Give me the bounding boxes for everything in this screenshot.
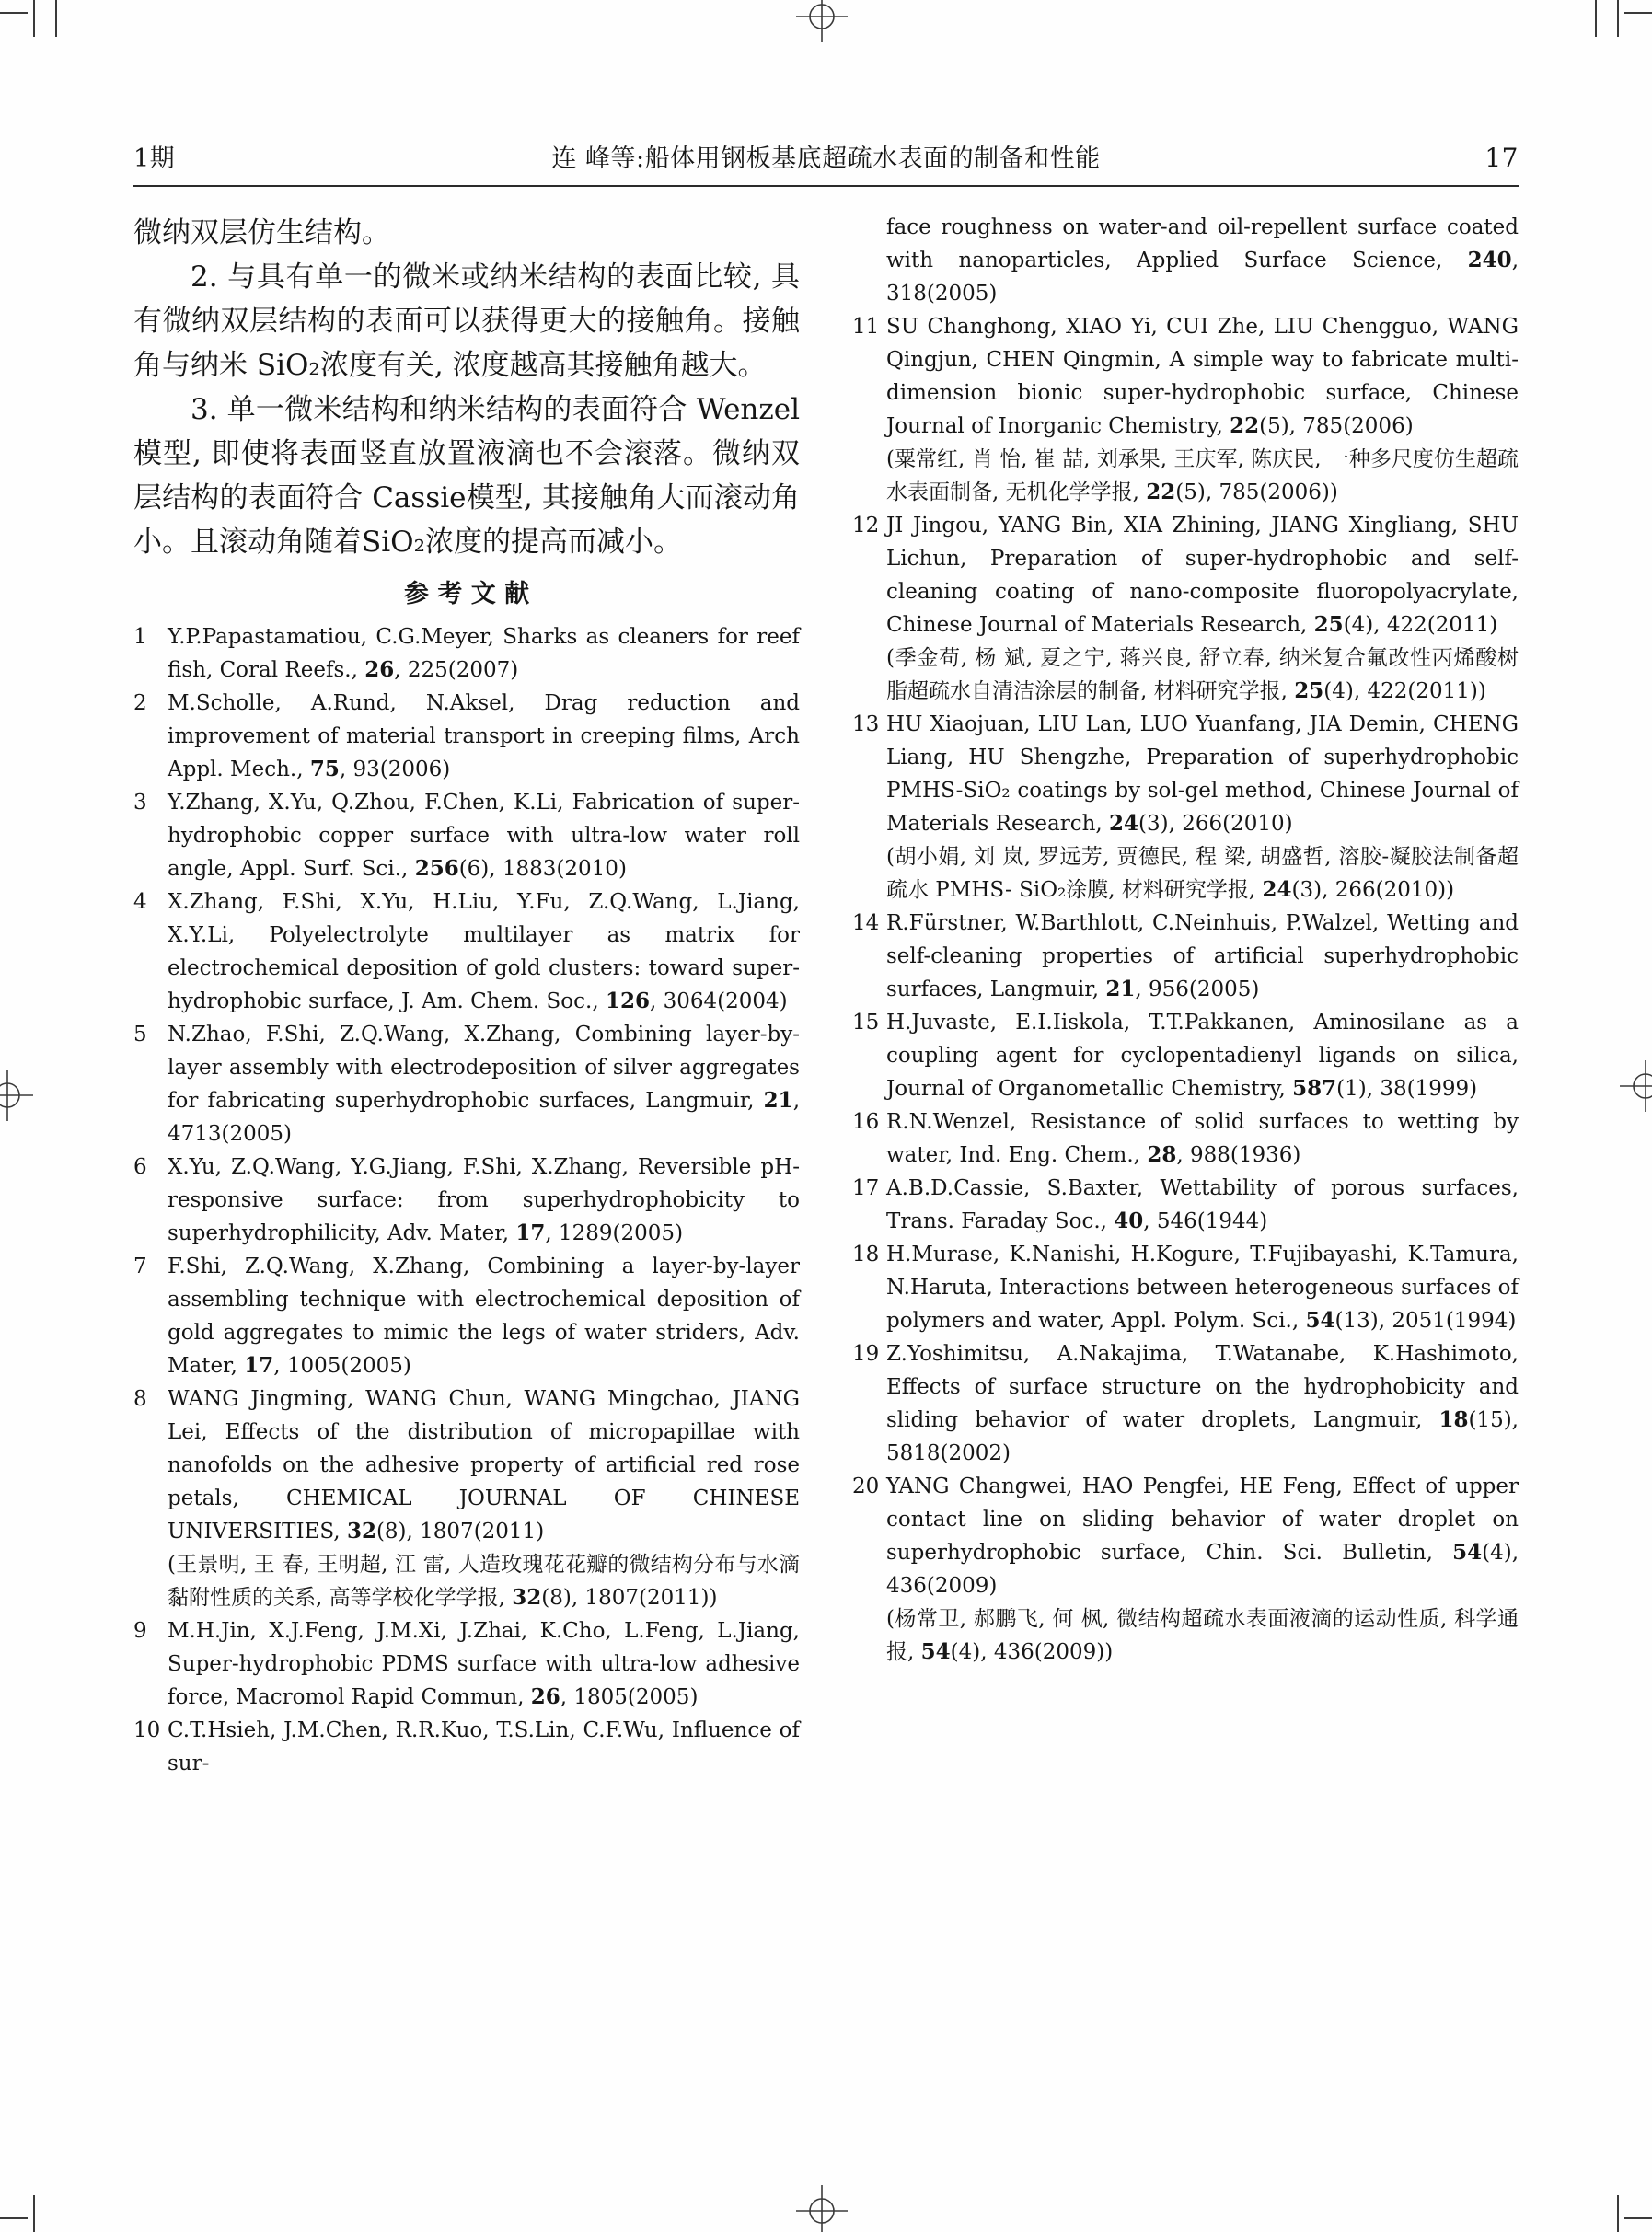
registration-mark-left-middle-icon (0, 1070, 33, 1121)
reference-text-line: X.Yu, Z.Q.Wang, Y.G.Jiang, F.Shi, X.Zhang, Reversible pH-responsive surface: from superhydrophobicity to superhydrophilicity, Adv. Mater, 17, 1289(2005) (168, 1155, 800, 1245)
reference-number: 4 (133, 890, 147, 914)
reference-text-line: JI Jingou, YANG Bin, XIA Zhining, JIANG Xingliang, SHU Lichun, Preparation of super-hydrophobic and self-cleaning coating of nano-composite fluoropolyacrylate, Chinese Journal of Materials Research, 25(4), 422(2011) (886, 514, 1519, 637)
reference-number: 3 (133, 791, 147, 815)
reference-text (168, 885, 800, 1018)
reference-text (886, 310, 1519, 509)
reference-item (852, 1337, 1519, 1470)
reference-text (168, 687, 800, 786)
reference-text (168, 786, 800, 885)
reference-text-line: (胡小娟, 刘 岚, 罗远芳, 贾德民, 程 梁, 胡盛哲, 溶胶-凝胶法制备超疏水 PMHS- SiO₂涂膜, 材料研究学报, 24(3), 266(2010)) (886, 845, 1519, 902)
reference-number: 13 (852, 712, 880, 736)
reference-text-line: X.Zhang, F.Shi, X.Yu, H.Liu, Y.Fu, Z.Q.Wang, L.Jiang, X.Y.Li, Polyelectrolyte multilayer as matrix for electrochemical deposition of gold clusters: toward super-hydrophobic surface, J. Am. Chem. Soc., 126, 3064(2004) (168, 890, 800, 1013)
page-header (133, 138, 1519, 174)
references-left (133, 620, 800, 1780)
reference-item (852, 310, 1519, 509)
reference-number: 11 (852, 315, 880, 339)
reference-text-line: F.Shi, Z.Q.Wang, X.Zhang, Combining a layer-by-layer assembling technique with electrochemical deposition of gold aggregates to mimic the legs of water striders, Adv. Mater, 17, 1005(2005) (168, 1255, 800, 1378)
reference-text (168, 1018, 800, 1151)
reference-number: 17 (852, 1176, 880, 1200)
reference-number: 15 (852, 1011, 880, 1035)
reference-item (133, 786, 800, 885)
reference-text-line: Z.Yoshimitsu, A.Nakajima, T.Watanabe, K.Hashimoto, Effects of surface structure on the hydrophobicity and sliding behavior of water droplets, Langmuir, 18(15), 5818(2002) (886, 1342, 1519, 1465)
reference-text (886, 509, 1519, 708)
crop-mark-top-right-vertical (1617, 0, 1619, 37)
reference-item (852, 708, 1519, 907)
intro-paragraph: 3. 单一微米结构和纳米结构的表面符合 Wenzel模型, 即使将表面竖直放置液滴也不会滚落。微纳双层结构的表面符合 Cassie模型, 其接触角大而滚动角小。且滚动角随着SiO₂浓度的提高而减小。 (133, 393, 800, 559)
paper-page (133, 138, 1519, 1780)
running-title: 连 峰等:船体用钢板基底超疏水表面的制备和性能 (551, 145, 1101, 173)
crop-mark-bottom-left-vertical (33, 2195, 35, 2232)
reference-text-line: H.Murase, K.Nanishi, H.Kogure, T.Fujibayashi, K.Tamura, N.Haruta, Interactions between heterogeneous surfaces of polymers and water, Appl. Polym. Sci., 54(13), 2051(1994) (886, 1243, 1519, 1333)
reference-number: 18 (852, 1243, 880, 1266)
reference-text-line: (杨常卫, 郝鹏飞, 何 枫, 微结构超疏水表面液滴的运动性质, 科学通报, 54(4), 436(2009)) (886, 1607, 1519, 1664)
reference-item (133, 1614, 800, 1714)
header-divider (133, 185, 1519, 187)
reference-item (133, 1018, 800, 1151)
reference-number: 10 (133, 1718, 161, 1742)
crop-mark-bottom-right-vertical (1617, 2195, 1619, 2232)
crop-mark-top-left-horizontal (0, 12, 28, 14)
reference-number: 20 (852, 1475, 880, 1498)
reference-text-line: M.H.Jin, X.J.Feng, J.M.Xi, J.Zhai, K.Cho, L.Feng, L.Jiang, Super-hydrophobic PDMS surface with ultra-low adhesive force, Macromol Rapid Commun, 26, 1805(2005) (168, 1619, 800, 1709)
reference-text (168, 620, 800, 687)
reference-text (886, 907, 1519, 1006)
reference-item (852, 509, 1519, 708)
reference-text (886, 1172, 1519, 1238)
reference-number (852, 211, 886, 310)
intro-paragraphs (133, 211, 800, 564)
issue-label: 1期 (133, 145, 176, 173)
crop-mark-top-left-vertical-inner (55, 0, 57, 37)
reference-text-line: C.T.Hsieh, J.M.Chen, R.R.Kuo, T.S.Lin, C.F.Wu, Influence of sur- (168, 1718, 800, 1775)
reference-text-line: (粟常红, 肖 怡, 崔 喆, 刘承果, 王庆军, 陈庆民, 一种多尺度仿生超疏水表面制备, 无机化学学报, 22(5), 785(2006)) (886, 447, 1519, 504)
reference-item (852, 1172, 1519, 1238)
crop-mark-top-left-vertical (33, 0, 35, 37)
reference-number: 8 (133, 1387, 147, 1411)
reference-text-line: SU Changhong, XIAO Yi, CUI Zhe, LIU Chengguo, WANG Qingjun, CHEN Qingmin, A simple way to fabricate multi-dimension bionic super-hydrophobic surface, Chinese Journal of Inorganic Chemistry, 22(5), 785(2006) (886, 315, 1519, 438)
reference-number: 6 (133, 1155, 147, 1179)
intro-paragraph: 2. 与具有单一的微米或纳米结构的表面比较, 具有微纳双层结构的表面可以获得更大的接触角。接触角与纳米 SiO₂浓度有关, 浓度越高其接触角越大。 (133, 260, 800, 382)
intro-paragraph: 微纳双层仿生结构。 (133, 216, 390, 249)
references-heading: 参 考 文 献 (403, 580, 530, 608)
reference-text-line: R.N.Wenzel, Resistance of solid surfaces to wetting by water, Ind. Eng. Chem., 28, 988(1936) (886, 1110, 1519, 1167)
reference-text-line: H.Juvaste, E.I.Iiskola, T.T.Pakkanen, Aminosilane as a coupling agent for cyclopentadienyl ligands on silica, Journal of Organometallic Chemistry, 587(1), 38(1999) (886, 1011, 1519, 1101)
left-column (133, 211, 800, 1780)
reference-text (168, 1151, 800, 1250)
reference-number: 5 (133, 1023, 147, 1047)
crop-mark-bottom-right-horizontal (1624, 2217, 1652, 2219)
reference-text-line: N.Zhao, F.Shi, Z.Q.Wang, X.Zhang, Combining layer-by-layer assembly with electrodeposition of silver aggregates for fabricating superhydrophobic surfaces, Langmuir, 21, 4713(2005) (168, 1023, 800, 1146)
reference-number: 7 (133, 1255, 147, 1278)
two-column-body (133, 211, 1519, 1780)
reference-text-line: HU Xiaojuan, LIU Lan, LUO Yuanfang, JIA Demin, CHENG Liang, HU Shengzhe, Preparation of superhydrophobic PMHS-SiO₂ coatings by sol-gel method, Chinese Journal of Materials Research, 24(3), 266(2010) (886, 712, 1519, 836)
registration-mark-bottom-center-icon (796, 2185, 848, 2232)
page-number: 17 (1484, 143, 1519, 173)
reference-item (133, 1382, 800, 1614)
reference-text (168, 1614, 800, 1714)
reference-item (133, 1250, 800, 1382)
reference-number: 19 (852, 1342, 880, 1366)
right-column (852, 211, 1519, 1780)
reference-number: 1 (133, 625, 147, 649)
reference-text (886, 1006, 1519, 1105)
reference-item (133, 1714, 800, 1780)
reference-number: 16 (852, 1110, 880, 1134)
reference-item (852, 1470, 1519, 1669)
reference-item (133, 620, 800, 687)
reference-text-line: (季金苟, 杨 斌, 夏之宁, 蒋兴良, 舒立春, 纳米复合氟改性丙烯酸树脂超疏水自清洁涂层的制备, 材料研究学报, 25(4), 422(2011)) (886, 646, 1519, 703)
reference-text (168, 1382, 800, 1614)
reference-text-line: YANG Changwei, HAO Pengfei, HE Feng, Effect of upper contact line on sliding behavior of water droplet on superhydrophobic surface, Chin. Sci. Bulletin, 54(4), 436(2009) (886, 1475, 1519, 1598)
reference-text-line: face roughness on water-and oil-repellent surface coated with nanoparticles, Applied Surface Science, 240, 318(2005) (886, 215, 1519, 306)
reference-number: 14 (852, 911, 880, 935)
reference-text (886, 1470, 1519, 1669)
reference-text-line: R.Fürstner, W.Barthlott, C.Neinhuis, P.Walzel, Wetting and self-cleaning properties of artificial superhydrophobic surfaces, Langmuir, 21, 956(2005) (886, 911, 1519, 1001)
reference-text-line: M.Scholle, A.Rund, N.Aksel, Drag reduction and improvement of material transport in creeping films, Arch Appl. Mech., 75, 93(2006) (168, 691, 800, 781)
registration-mark-top-center-icon (796, 0, 848, 42)
reference-number: 2 (133, 691, 147, 715)
reference-text-line: Y.Zhang, X.Yu, Q.Zhou, F.Chen, K.Li, Fabrication of super-hydrophobic copper surface with ultra-low water roll angle, Appl. Surf. Sci., 256(6), 1883(2010) (168, 791, 800, 881)
reference-item (133, 885, 800, 1018)
reference-text (886, 1337, 1519, 1470)
reference-item (852, 211, 1519, 310)
reference-text (886, 708, 1519, 907)
reference-text (886, 1105, 1519, 1172)
reference-text-line: (王景明, 王 春, 王明超, 江 雷, 人造玫瑰花花瓣的微结构分布与水滴黏附性质的关系, 高等学校化学学报, 32(8), 1807(2011)) (168, 1553, 800, 1610)
crop-mark-top-right-horizontal (1624, 12, 1652, 14)
reference-text (886, 211, 1519, 310)
reference-item (852, 907, 1519, 1006)
reference-item (852, 1238, 1519, 1337)
crop-mark-top-right-vertical-inner (1595, 0, 1597, 37)
reference-text (168, 1250, 800, 1382)
reference-item (133, 687, 800, 786)
crop-mark-bottom-left-horizontal (0, 2217, 28, 2219)
reference-text (886, 1238, 1519, 1337)
registration-mark-right-middle-icon (1620, 1060, 1652, 1112)
reference-item (133, 1151, 800, 1250)
reference-text (168, 1714, 800, 1780)
reference-number: 12 (852, 514, 880, 538)
reference-text-line: WANG Jingming, WANG Chun, WANG Mingchao, JIANG Lei, Effects of the distribution of micropapillae with nanofolds on the adhesive property of artificial red rose petals, CHEMICAL JOURNAL OF CHINESE UNIVERSITIES, 32(8), 1807(2011) (168, 1387, 800, 1544)
reference-item (852, 1105, 1519, 1172)
reference-number: 9 (133, 1619, 147, 1643)
reference-text-line: Y.P.Papastamatiou, C.G.Meyer, Sharks as cleaners for reef fish, Coral Reefs., 26, 225(2007) (168, 625, 800, 682)
references-right (852, 211, 1519, 1669)
reference-item (852, 1006, 1519, 1105)
reference-text-line: A.B.D.Cassie, S.Baxter, Wettability of porous surfaces, Trans. Faraday Soc., 40, 546(1944) (886, 1176, 1519, 1233)
